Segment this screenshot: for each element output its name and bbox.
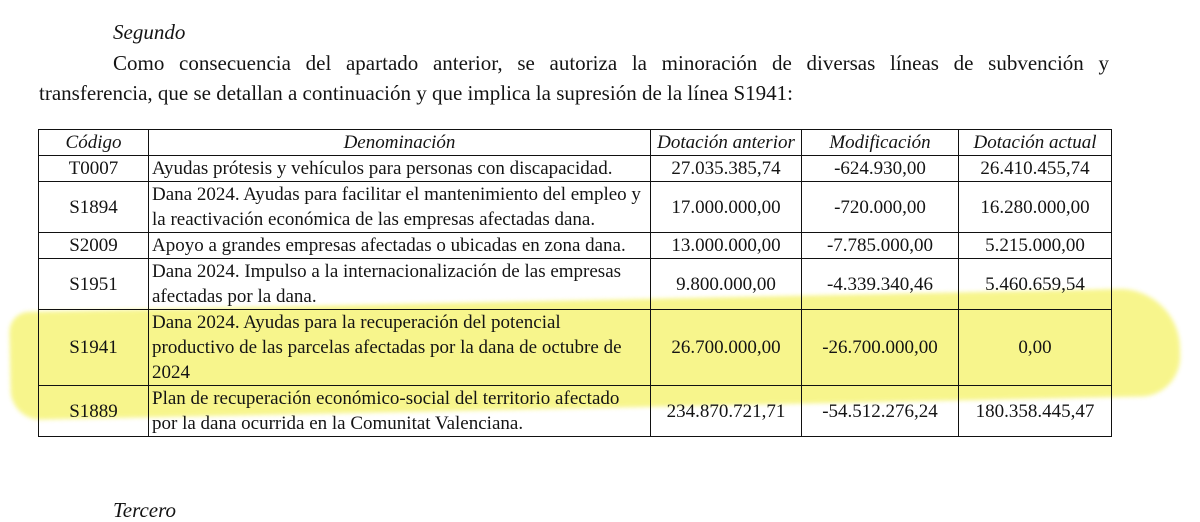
intro-paragraph: [39, 48, 1109, 108]
header-code: Código: [39, 130, 149, 156]
cell-previous: 9.800.000,00: [651, 259, 802, 310]
cell-code: T0007: [39, 156, 149, 182]
cell-change: -26.700.000,00: [802, 310, 959, 386]
cell-previous: 234.870.721,71: [651, 386, 802, 437]
header-previous: Dotación anterior: [651, 130, 802, 156]
cell-code: S1951: [39, 259, 149, 310]
cell-name: Plan de recuperación económico-social del territorio afectado por la dana ocurrida en la Comunitat Valenciana.: [149, 386, 651, 437]
cell-current: 0,00: [959, 310, 1112, 386]
header-change: Modificación: [802, 130, 959, 156]
header-current: Dotación actual: [959, 130, 1112, 156]
cell-code: S1889: [39, 386, 149, 437]
table-header-row: [39, 130, 1112, 156]
next-section-heading: Tercero: [113, 498, 176, 522]
cell-current: 5.460.659,54: [959, 259, 1112, 310]
cell-change: -7.785.000,00: [802, 233, 959, 259]
cell-previous: 26.700.000,00: [651, 310, 802, 386]
table-row: [39, 182, 1112, 233]
table-row: [39, 156, 1112, 182]
cell-change: -624.930,00: [802, 156, 959, 182]
cell-previous: 17.000.000,00: [651, 182, 802, 233]
cell-name: Dana 2024. Ayudas para facilitar el mantenimiento del empleo y la reactivación económica de las empresas afectadas dana.: [149, 182, 651, 233]
cell-previous: 13.000.000,00: [651, 233, 802, 259]
cell-code: S2009: [39, 233, 149, 259]
cell-current: 26.410.455,74: [959, 156, 1112, 182]
cell-name: Ayudas prótesis y vehículos para personas con discapacidad.: [149, 156, 651, 182]
cell-name: Dana 2024. Impulso a la internacionalización de las empresas afectadas por la dana.: [149, 259, 651, 310]
table-row: [39, 386, 1112, 437]
cell-name: Dana 2024. Ayudas para la recuperación del potencial productivo de las parcelas afectadas por la dana de octubre de 2024: [149, 310, 651, 386]
cell-current: 180.358.445,47: [959, 386, 1112, 437]
subsidy-table: [38, 129, 1112, 437]
table-row: [39, 259, 1112, 310]
cell-change: -54.512.276,24: [802, 386, 959, 437]
section-heading: Segundo: [113, 20, 186, 44]
cell-previous: 27.035.385,74: [651, 156, 802, 182]
cell-change: -720.000,00: [802, 182, 959, 233]
cell-current: 16.280.000,00: [959, 182, 1112, 233]
cell-code: S1941: [39, 310, 149, 386]
cell-current: 5.215.000,00: [959, 233, 1112, 259]
table-row-highlighted: [39, 310, 1112, 386]
cell-code: S1894: [39, 182, 149, 233]
cell-name: Apoyo a grandes empresas afectadas o ubicadas en zona dana.: [149, 233, 651, 259]
table-row: [39, 233, 1112, 259]
header-name: Denominación: [149, 130, 651, 156]
paragraph-line-1: Como consecuencia del apartado anterior, se autoriza la minoración de diversas líneas de subvención y: [113, 51, 1109, 75]
cell-change: -4.339.340,46: [802, 259, 959, 310]
paragraph-line-2: transferencia, que se detallan a continuación y que implica la supresión de la línea S1941:: [39, 81, 793, 105]
